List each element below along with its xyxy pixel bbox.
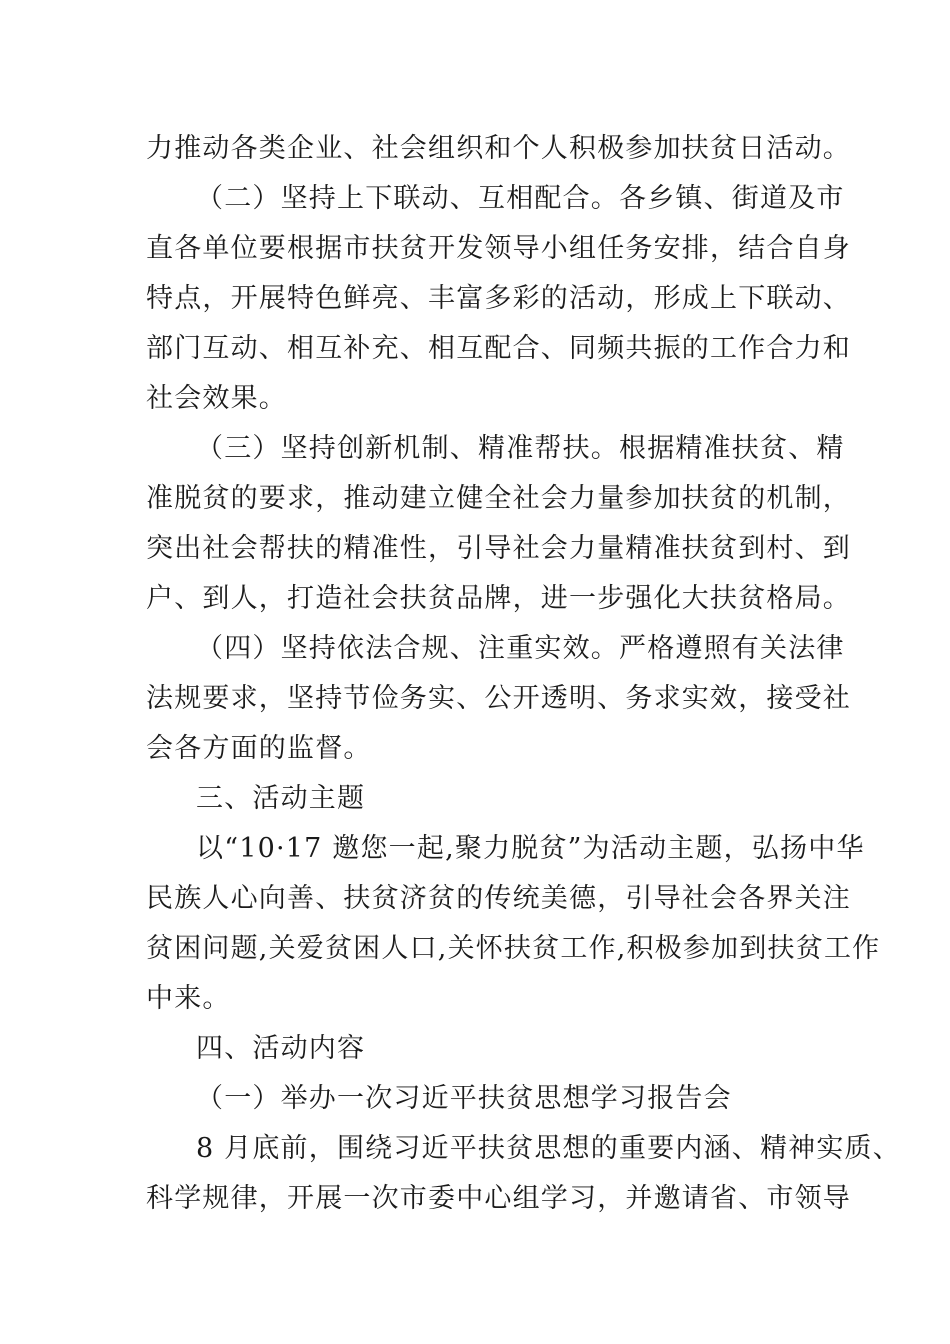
paragraph-line: 8 月底前，围绕习近平扶贫思想的重要内涵、精神实质、	[196, 1133, 901, 1164]
section-heading: 四、活动内容	[196, 1033, 366, 1064]
paragraph-line: 以“10·17 邀您一起,聚力脱贫”为活动主题，弘扬中华	[196, 833, 865, 864]
paragraph-line: 中来。	[146, 983, 231, 1014]
paragraph-line: （二）坚持上下联动、互相配合。各乡镇、街道及市	[196, 183, 845, 214]
paragraph-line: 贫困问题,关爱贫困人口,关怀扶贫工作,积极参加到扶贫工作	[146, 933, 881, 964]
section-heading: 三、活动主题	[196, 783, 366, 814]
paragraph-line: 科学规律，开展一次市委中心组学习，并邀请省、市领导	[146, 1183, 851, 1214]
paragraph-line: 力推动各类企业、社会组织和个人积极参加扶贫日活动。	[146, 133, 851, 164]
paragraph-line: 准脱贫的要求，推动建立健全社会力量参加扶贫的机制，	[146, 483, 851, 514]
paragraph-line: 突出社会帮扶的精准性，引导社会力量精准扶贫到村、到	[146, 533, 851, 564]
paragraph-line: （三）坚持创新机制、精准帮扶。根据精准扶贫、精	[196, 433, 845, 464]
paragraph-line: 特点，开展特色鲜亮、丰富多彩的活动，形成上下联动、	[146, 283, 851, 314]
paragraph-line: 会各方面的监督。	[146, 733, 372, 764]
paragraph-line: 民族人心向善、扶贫济贫的传统美德，引导社会各界关注	[146, 883, 851, 914]
paragraph-line: （四）坚持依法合规、注重实效。严格遵照有关法律	[196, 633, 845, 664]
subsection-heading: （一）举办一次习近平扶贫思想学习报告会	[196, 1083, 732, 1114]
paragraph-line: 户、到人，打造社会扶贫品牌，进一步强化大扶贫格局。	[146, 583, 851, 614]
paragraph-line: 部门互动、相互补充、相互配合、同频共振的工作合力和	[146, 333, 851, 364]
paragraph-line: 社会效果。	[146, 383, 287, 414]
paragraph-line: 直各单位要根据市扶贫开发领导小组任务安排，结合自身	[146, 233, 851, 264]
paragraph-line: 法规要求，坚持节俭务实、公开透明、务求实效，接受社	[146, 683, 851, 714]
